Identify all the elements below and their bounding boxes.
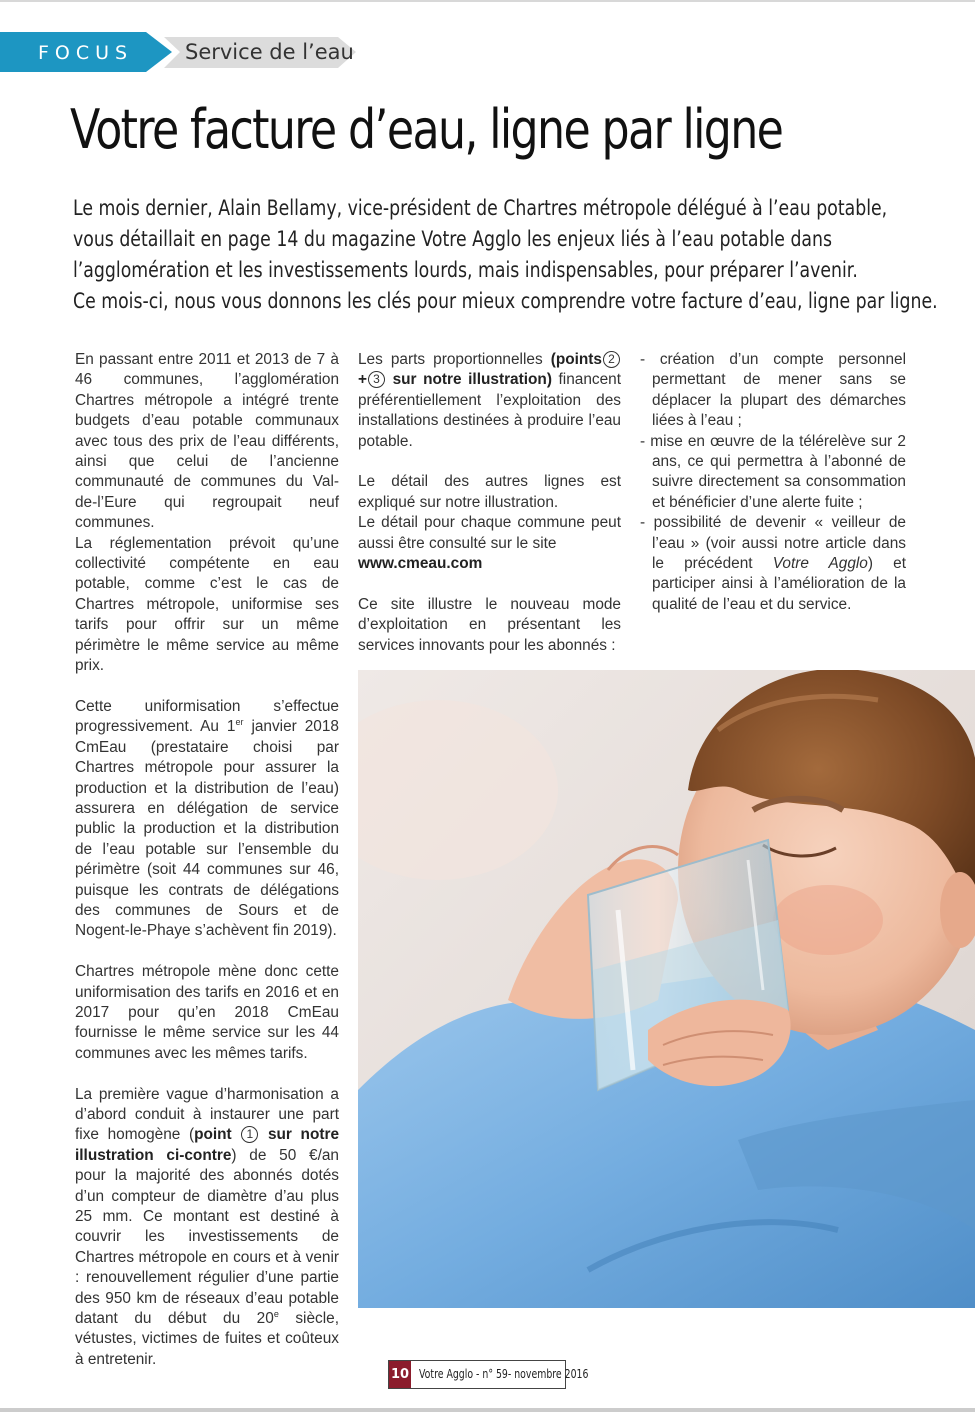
paragraph: Chartres métropole mène donc cette uniformisation des tarifs en 2016 et en 2017 pour qu’en 2018 CmEau fournisse le même service sur les 44 communes avec les mêmes tarifs. <box>75 963 339 1062</box>
lead-line-1: Le mois dernier, Alain Bellamy, vice-président de Chartres métropole délégué à l’eau potable, <box>73 196 888 221</box>
paragraph: Cette uniformisation s’effectue progressivement. Au 1er janvier 2018 CmEau (prestataire choisi par Chartres métropole pour assurer la production et la distribution de l’eau) assurera en délégation de service public la production et la distribution de l’eau potable sur l’ensemble du périmètre (soit 44 communes sur 46, puisque les contrats de délégations des communes de Sours et de Nogent-le-Phaye s’achèvent fin 2019). <box>75 697 339 940</box>
paragraph: En passant entre 2011 et 2013 de 7 à 46 communes, l’agglomération Chartres métropole a intégré trente budgets d’eau potable communaux avec tous des prix de l’eau différents, ainsi que celui de l’ancienne communauté de communes du Val-de-l’Eure qui regroupait neuf communes. <box>75 351 339 532</box>
list-item: - possibilité de devenir « veilleur de l’eau » (voir aussi notre article dans le précédent Votre Agglo) et participer ainsi à l’amélioration de la qualité de l’eau et du service. <box>640 514 906 613</box>
article-photo <box>358 670 975 1308</box>
list-item: - mise en œuvre de la télérelève sur 2 ans, ce qui permettra à l’abonné de suivre directement sa consommation et bénéficier d’une alerte fuite ; <box>640 432 906 511</box>
section-title: Service de l’eau <box>185 40 354 64</box>
article-lead <box>73 193 950 317</box>
child-drinking-water-image <box>358 670 975 1308</box>
website-link[interactable]: www.cmeau.com <box>358 555 483 573</box>
paragraph: Ce site illustre le nouveau mode d’exploitation en présentant les services innovants pour les abonnés : <box>358 595 621 654</box>
list-item: - création d’un compte personnel permettant de mener sans se déplacer la plupart des démarches liées à l’eau ; <box>640 351 906 430</box>
paragraph: La réglementation prévoit qu’une collectivité compétente en eau potable, comme c’est le cas de Chartres métropole, uniformise ses tarifs pour offrir sur un même périmètre le même service au même prix. <box>75 534 339 675</box>
top-rule <box>0 0 975 2</box>
page-number: 10 <box>389 1361 411 1388</box>
column-3 <box>640 350 906 615</box>
focus-label: FOCUS <box>38 42 134 64</box>
point-2-badge: 2 <box>603 351 620 368</box>
article-title: Votre facture d’eau, ligne par ligne <box>70 98 783 161</box>
bottom-rule <box>0 1408 975 1412</box>
column-2 <box>358 350 621 656</box>
point-1-badge: 1 <box>241 1126 258 1143</box>
paragraph: Le détail des autres lignes est expliqué sur notre illustration. <box>358 473 621 511</box>
point-3-badge: 3 <box>368 371 385 388</box>
paragraph: Le détail pour chaque commune peut aussi être consulté sur le site <box>358 514 621 552</box>
lead-line-4: Ce mois-ci, nous vous donnons les clés pour mieux comprendre votre facture d’eau, ligne par ligne. <box>73 289 938 314</box>
page-footer <box>388 1360 589 1389</box>
paragraph: Les parts proportionnelles (points 2 + 3 sur notre illustration) financent préférentiellement l’exploitation des installations destinées à produire l’eau potable. <box>358 351 621 450</box>
paragraph: La première vague d’harmonisation a d’abord conduit à instaurer une part fixe homogène (point 1 sur notre illustration ci-contre) de 50 €/an pour la majorité des abonnés dotés d’un compteur de diamètre d’au plus 25 mm. Ce montant est destiné à couvrir les investissements de Chartres métropole en cours et à venir : renouvellement régulier d’une partie des 950 km de réseaux d’eau potable datant du début du 20e siècle, vétustes, victimes de fuites et coûteux à entretenir. <box>75 1085 340 1368</box>
column-1 <box>75 350 339 1370</box>
lead-line-3: l’agglomération et les investissements lourds, mais indispensables, pour préparer l’avenir. <box>73 258 858 283</box>
lead-line-2: vous détaillait en page 14 du magazine Votre Agglo les enjeux liés à l’eau potable dans <box>73 227 833 252</box>
footer-publication: Votre Agglo - n° 59- novembre 2016 <box>419 1367 589 1381</box>
